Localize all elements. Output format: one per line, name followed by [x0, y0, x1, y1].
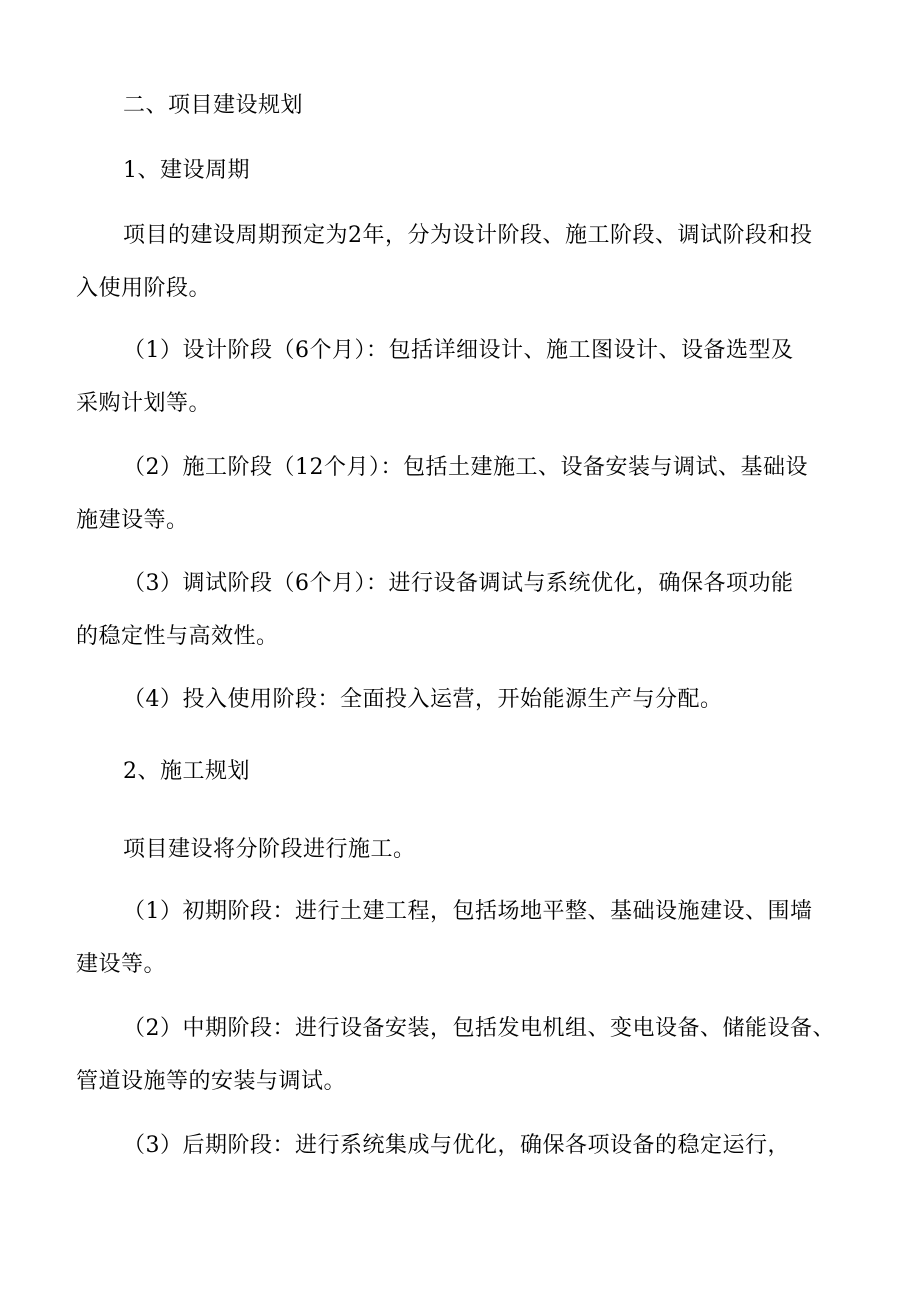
list-item-line: （3）调试阶段（6个月）：进行设备调试与系统优化，确保各项功能 — [123, 571, 794, 596]
list-item-line: （4）投入使用阶段：全面投入运营，开始能源生产与分配。 — [123, 687, 723, 712]
list-item-line: （2）施工阶段（12个月）：包括土建施工、设备安装与调试、基础设 — [123, 455, 808, 480]
paragraph-line: 入使用阶段。 — [76, 276, 212, 301]
list-item-line: 管道设施等的安装与调试。 — [76, 1069, 347, 1094]
subsection-heading-construction-period: 1、建设周期 — [123, 158, 250, 183]
list-item-line: （3）后期阶段：进行系统集成与优化，确保各项设备的稳定运行， — [123, 1133, 790, 1158]
list-item-line: （1）设计阶段（6个月）：包括详细设计、施工图设计、设备选型及 — [123, 338, 794, 363]
paragraph-line: 项目建设将分阶段进行施工。 — [123, 837, 416, 862]
list-item-line: 施建设等。 — [76, 508, 189, 533]
list-item-line: （1）初期阶段：进行土建工程，包括场地平整、基础设施建设、围墙 — [123, 899, 813, 924]
section-heading: 二、项目建设规划 — [123, 93, 304, 118]
list-item-line: 建设等。 — [76, 952, 167, 977]
list-item-line: （2）中期阶段：进行设备安装，包括发电机组、变电设备、储能设备、 — [123, 1016, 835, 1041]
list-item-line: 的稳定性与高效性。 — [76, 624, 279, 649]
list-item-line: 采购计划等。 — [76, 391, 212, 416]
subsection-heading-construction-plan: 2、施工规划 — [123, 759, 250, 784]
paragraph-line: 项目的建设周期预定为2年，分为设计阶段、施工阶段、调试阶段和投 — [123, 223, 813, 248]
